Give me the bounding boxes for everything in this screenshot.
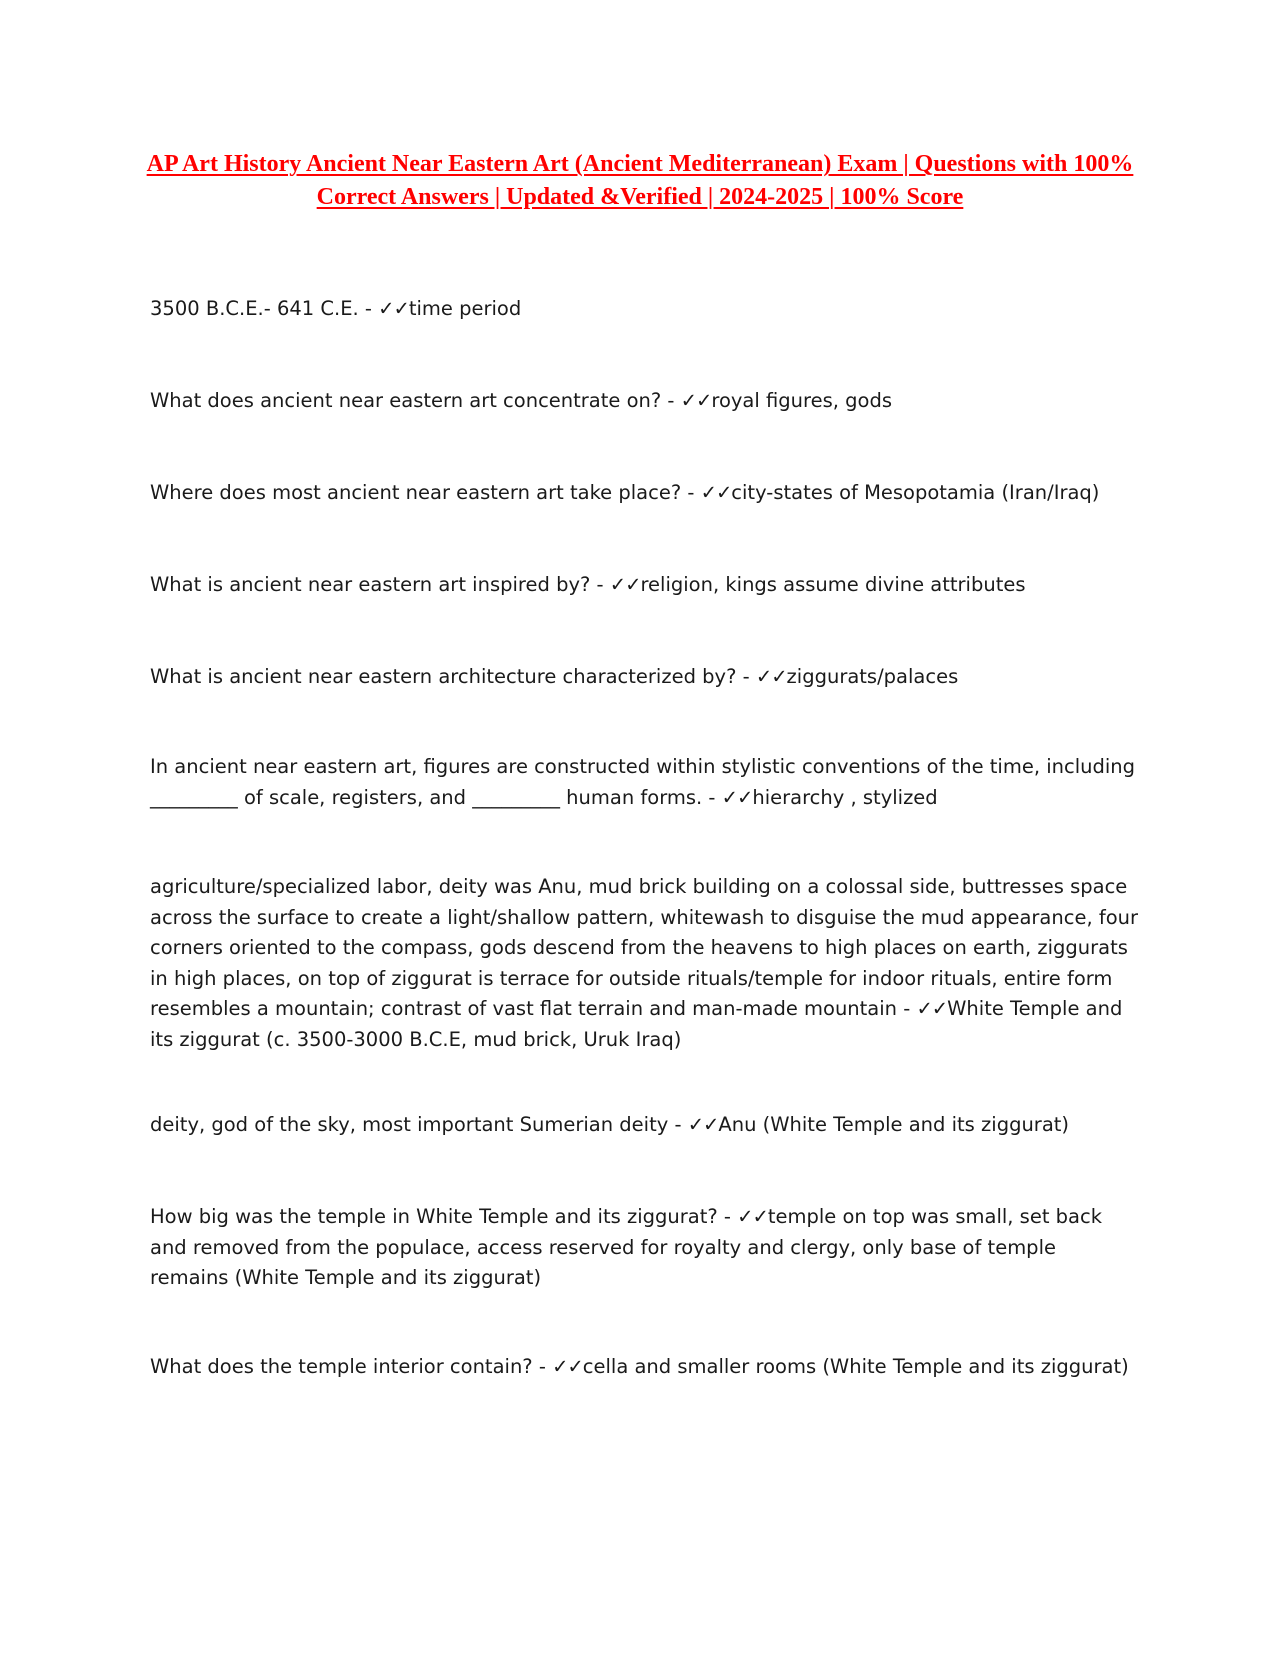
qa-item-7	[150, 872, 1140, 1055]
qa-item-4	[150, 570, 1140, 601]
question-text: In ancient near eastern art, figures are constructed within stylistic conventions of the time, including _________ of scale, registers, and _________ human forms. -	[150, 755, 1136, 809]
answer-text: time period	[408, 297, 522, 320]
check-marks-icon: ✓✓	[721, 785, 753, 809]
document-title: AP Art History Ancient Near Eastern Art (Ancient Mediterranean) Exam | Questions with 100% Correct Answers | Updated &Verified | 2024-2025 | 100% Score	[146, 151, 1134, 210]
check-marks-icon: ✓✓	[700, 481, 732, 504]
check-marks-icon: ✓✓	[609, 573, 641, 596]
check-marks-icon: ✓✓	[378, 297, 409, 320]
answer-text: Anu (White Temple and its ziggurat)	[718, 1113, 1070, 1136]
check-marks-icon: ✓✓	[680, 389, 712, 412]
qa-item-1	[150, 294, 1140, 325]
qa-item-6	[150, 752, 1140, 813]
check-marks-icon: ✓✓	[916, 997, 948, 1020]
qa-item-8	[150, 1110, 1140, 1141]
question-text: What does the temple interior contain? -	[150, 1355, 553, 1378]
answer-text: temple on top was small, set back and removed from the populace, access reserved for royalty and clergy, only base of temple remains (White Temple and its ziggurat)	[150, 1205, 1103, 1289]
answer-text: hierarchy , stylized	[752, 785, 938, 809]
question-text: What is ancient near eastern architecture characterized by? -	[150, 665, 756, 688]
question-text: 3500 B.C.E.- 641 C.E. -	[150, 297, 379, 320]
check-marks-icon: ✓✓	[687, 1113, 719, 1136]
question-text: deity, god of the sky, most important Sumerian deity -	[150, 1113, 688, 1136]
question-text: Where does most ancient near eastern art take place? -	[150, 481, 701, 504]
qa-item-2	[150, 386, 1140, 417]
qa-item-3	[150, 478, 1140, 509]
question-text: What is ancient near eastern art inspired by? -	[150, 573, 610, 596]
answer-text: ziggurats/palaces	[786, 665, 959, 688]
check-marks-icon: ✓✓	[755, 665, 787, 688]
answer-text: White Temple and its ziggurat (c. 3500-3000 B.C.E, mud brick, Uruk Iraq)	[150, 997, 1123, 1051]
answer-text: religion, kings assume divine attributes	[640, 573, 1026, 596]
answer-text: city-states of Mesopotamia (Iran/Iraq)	[731, 481, 1100, 504]
question-text: agriculture/specialized labor, deity was Anu, mud brick building on a colossal side, buttresses space across the surface to create a light/shallow pattern, whitewash to disguise the mud appearance, four corners oriented to the compass, gods descend from the heavens to high places on earth, ziggurats in high places, on top of ziggurat is terrace for outside rituals/temple for indoor rituals, entire form resembles a mountain; contrast of vast flat terrain and man-made mountain -	[150, 875, 1139, 1020]
qa-item-10	[150, 1352, 1140, 1383]
question-text: How big was the temple in White Temple and its ziggurat? -	[150, 1205, 738, 1228]
check-marks-icon: ✓✓	[552, 1355, 583, 1378]
answer-text: royal figures, gods	[711, 389, 892, 412]
check-marks-icon: ✓✓	[737, 1205, 768, 1228]
question-text: What does ancient near eastern art concentrate on? -	[150, 389, 681, 412]
qa-item-9	[150, 1202, 1140, 1294]
answer-text: cella and smaller rooms (White Temple and its ziggurat)	[582, 1355, 1129, 1378]
qa-item-5	[150, 662, 1140, 693]
